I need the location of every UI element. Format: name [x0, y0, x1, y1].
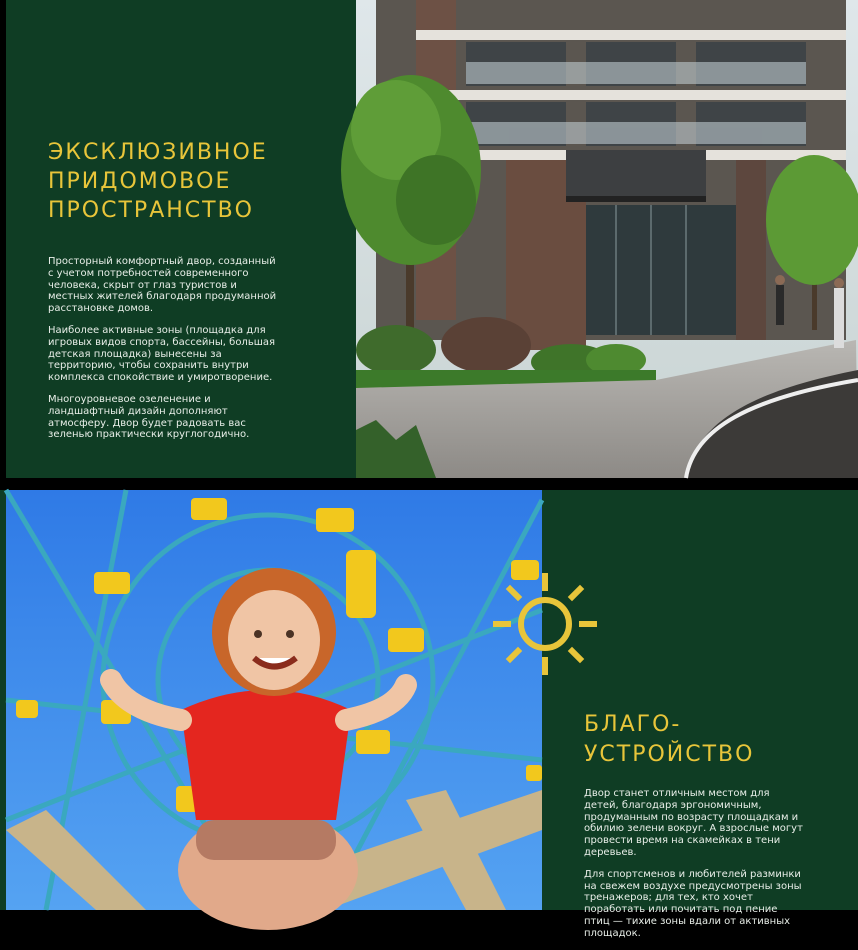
sun-icon	[492, 572, 598, 676]
paragraph: Просторный комфортный двор, созданный с учетом потребностей современного человека, скрыт от глаз туристов и местных жителей благодаря продуманной расстановке домов.	[48, 256, 277, 315]
exclusive-yard-description	[48, 256, 280, 451]
landscaping-section	[0, 490, 858, 939]
heading-line: ПРОСТРАНСТВО	[48, 198, 254, 223]
paragraph: Наиболее активные зоны (площадка для игровых видов спорта, бассейны, большая детская площадка) вынесены за территорию, чтобы сохранить внутри комплекса спокойствие и умиротворение.	[48, 324, 276, 384]
heading-line: ЭКСКЛЮЗИВНОЕ	[48, 140, 268, 165]
landscaping-description	[584, 788, 804, 950]
heading-line: УСТРОЙСТВО	[584, 742, 755, 767]
child-playground-image	[6, 490, 542, 910]
paragraph: Двор станет отличным местом для детей, благодаря эргономичным, продуманным по возрасту площадкам и обилию зелени вокруг. А взрослые могут провести время на скамейках в тени деревьев.	[584, 788, 803, 858]
paragraph: Многоуровневое озеленение и ландшафтный дизайн дополняют атмосферу. Двор будет радовать вас зеленью практически круглогодично.	[48, 393, 250, 441]
exclusive-yard-section	[6, 0, 858, 478]
building-courtyard-image	[356, 0, 858, 478]
heading-line: БЛАГО-	[584, 712, 682, 737]
exclusive-yard-heading	[48, 138, 268, 225]
paragraph: Для спортсменов и любителей разминки на свежем воздухе предусмотрены зоны тренажеров; для тех, кто хочет поработать или почитать под пение птиц — тихие зоны вдали от активных площадок.	[584, 868, 802, 939]
heading-line: ПРИДОМОВОЕ	[48, 169, 232, 194]
landscaping-heading	[584, 710, 754, 770]
